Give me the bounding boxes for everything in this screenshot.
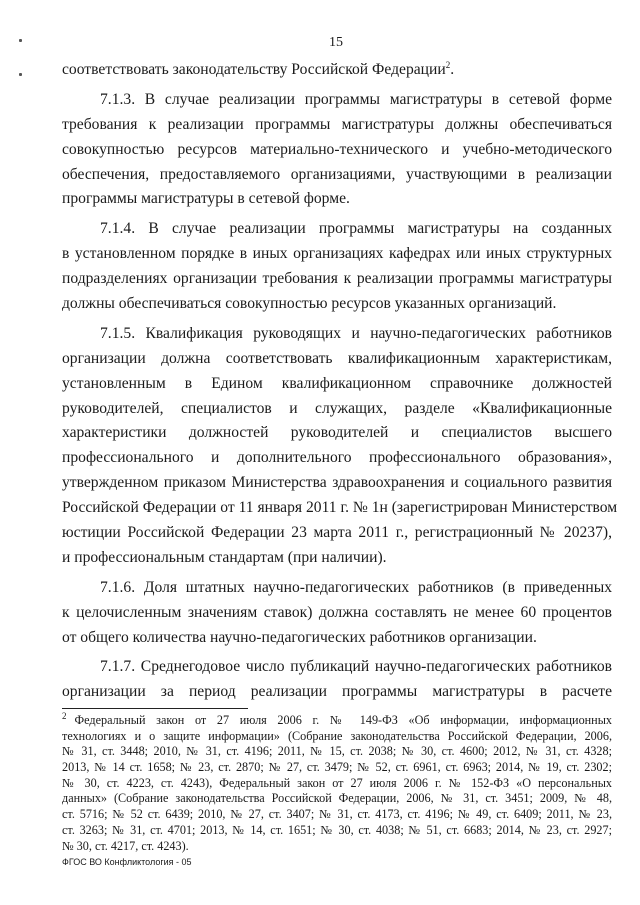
text-line-content: организации должна соответствовать квалификационным характеристикам, [62,349,612,367]
page-number: 15 [329,35,343,50]
text-line-content: программы магистратуры в сетевой форме. [62,190,350,208]
text-line [62,496,618,521]
text-line-content: организации за период реализации программы магистратуры в расчете [62,683,612,701]
text-line-content: 7.1.5. Квалификация руководящих и научно-педагогических работников [100,324,612,342]
text-line [62,217,612,242]
footnote-line [62,729,612,745]
text-line [62,372,612,397]
footnote-line [62,839,612,855]
text-line-content: требования к реализации программы магистратуры должны обеспечиваться [62,115,612,133]
footnote-line-content: ст. 5716; № 52 ст. 6439; 2010, № 27, ст. 3407; № 31, ст. 4173, ст. 4196; № 49, ст. 6409; 2011, № 23, [62,807,612,822]
footnote-line-content: технологиях и о защите информации» (Собрание законодательства Российской Федерации, 2006, [62,728,612,743]
text-line [62,446,612,471]
text-line-content: 7.1.4. В случае реализации программы магистратуры на созданных [100,220,612,238]
footnote-reference: 2 [445,59,451,70]
footnote-line [62,776,612,792]
footnote-line [62,791,612,807]
text-line-content: Российской Федерации от 11 января 2011 г. № 1н (зарегистрирован Министерством [62,499,618,517]
text-line-content: и профессиональным стандартам (при наличии). [62,548,387,566]
text-line [62,397,612,422]
footnote-line [62,744,612,760]
text-line-content: утвержденном приказом Министерства здравоохранения и социального развития [62,474,612,492]
text-line [62,626,612,651]
text-line [62,421,612,446]
text-line-content: обеспечения, предоставляемого организациями, участвующими в реализации [62,165,612,183]
text-line-content: установленным в Едином квалификационном справочнике должностей [62,374,612,392]
text-line [62,267,612,292]
footnote-marker: 2 [62,710,67,721]
text-line [62,471,612,496]
footnote-separator [62,708,248,709]
text-line [62,347,612,372]
text-line [62,163,612,188]
text-line-trail: . [450,61,455,78]
text-line [62,187,612,212]
text-line-content: 7.1.7. Среднегодовое число публикаций научно-педагогических работников [100,658,612,676]
text-line [62,113,612,138]
text-line [62,138,612,163]
footnote-line-content: № 31, ст. 3448; 2010, № 31, ст. 4196; 2011, № 15, ст. 2038; № 30, ст. 4600; 2012, № 31, ст. 4328; [62,744,612,759]
footnote-line-content: № 30, ст. 4217, ст. 4243). [62,838,189,853]
text-line [62,322,612,347]
text-line [62,292,612,317]
footnote-line-content: ст. 3263; № 31, ст. 4701; 2013, № 14, ст. 1651; № 30, ст. 4038; № 51, ст. 6683; 2014, № 23, ст. 2927; [62,822,612,837]
text-line [62,58,612,83]
text-line-content: совокупностью ресурсов материально-технического и учебно-методического [62,140,612,158]
footnote-line [62,823,612,839]
text-line [62,680,612,705]
text-line [62,601,612,626]
text-line-content: 7.1.3. В случае реализации программы магистратуры в сетевой форме [100,90,612,108]
text-line-content: соответствовать законодательству Российской Федерации [62,61,446,78]
text-line-content: 7.1.6. Доля штатных научно-педагогических работников (в приведенных [100,578,612,596]
text-line-content: должны обеспечиваться совокупностью ресурсов указанных организаций. [62,295,557,313]
text-line-content: подразделениях организации требования к реализации программы магистратуры [62,270,612,288]
text-line-content: от общего количества научно-педагогических работников организации. [62,628,537,646]
text-line [62,546,612,571]
body-text [62,58,618,705]
text-line-content: характеристики должностей руководителей и специалистов высшего [62,424,612,442]
text-line-content: юстиции Российской Федерации 23 марта 2011 г., регистрационный № 20237), [62,524,612,542]
footnote-line-content: № 30, ст. 4223, ст. 4243), Федеральный закон от 27 июля 2006 г. № 152-ФЗ «О персональных [62,775,612,790]
text-line [62,521,612,546]
footnote-line-content: Федеральный закон от 27 июля 2006 г. № 149-ФЗ «Об информации, информационных [74,713,612,727]
footnote-line [62,807,612,823]
page-footer: ФГОС ВО Конфликтология - 05 [62,857,192,867]
text-line-content: к целочисленным значениям ставок) должна составлять не менее 60 процентов [62,603,612,621]
text-line-content: профессионального и дополнительного профессионального образования», [62,449,612,467]
footnote-line-content: 2013, № 14 ст. 1658; № 23, ст. 2870; № 27, ст. 3479; № 52, ст. 6961, ст. 6963; 2014, № 19, ст. 2302; [62,760,612,775]
text-line [62,242,612,267]
footnote-line [62,710,612,729]
footnote [62,710,612,854]
text-line-content: в установленном порядке в иных организациях кафедрах или иных структурных [62,245,612,263]
text-line [62,655,612,680]
text-line [62,576,612,601]
footnote-line-content: данных» (Собрание законодательства Российской Федерации, 2006, № 31, ст. 3451; 2009, № 48, [62,791,612,806]
text-line [62,88,612,113]
text-line-content: руководителей, специалистов и служащих, разделе «Квалификационные [62,399,612,417]
footnote-line [62,760,612,776]
scan-mark [19,73,22,76]
